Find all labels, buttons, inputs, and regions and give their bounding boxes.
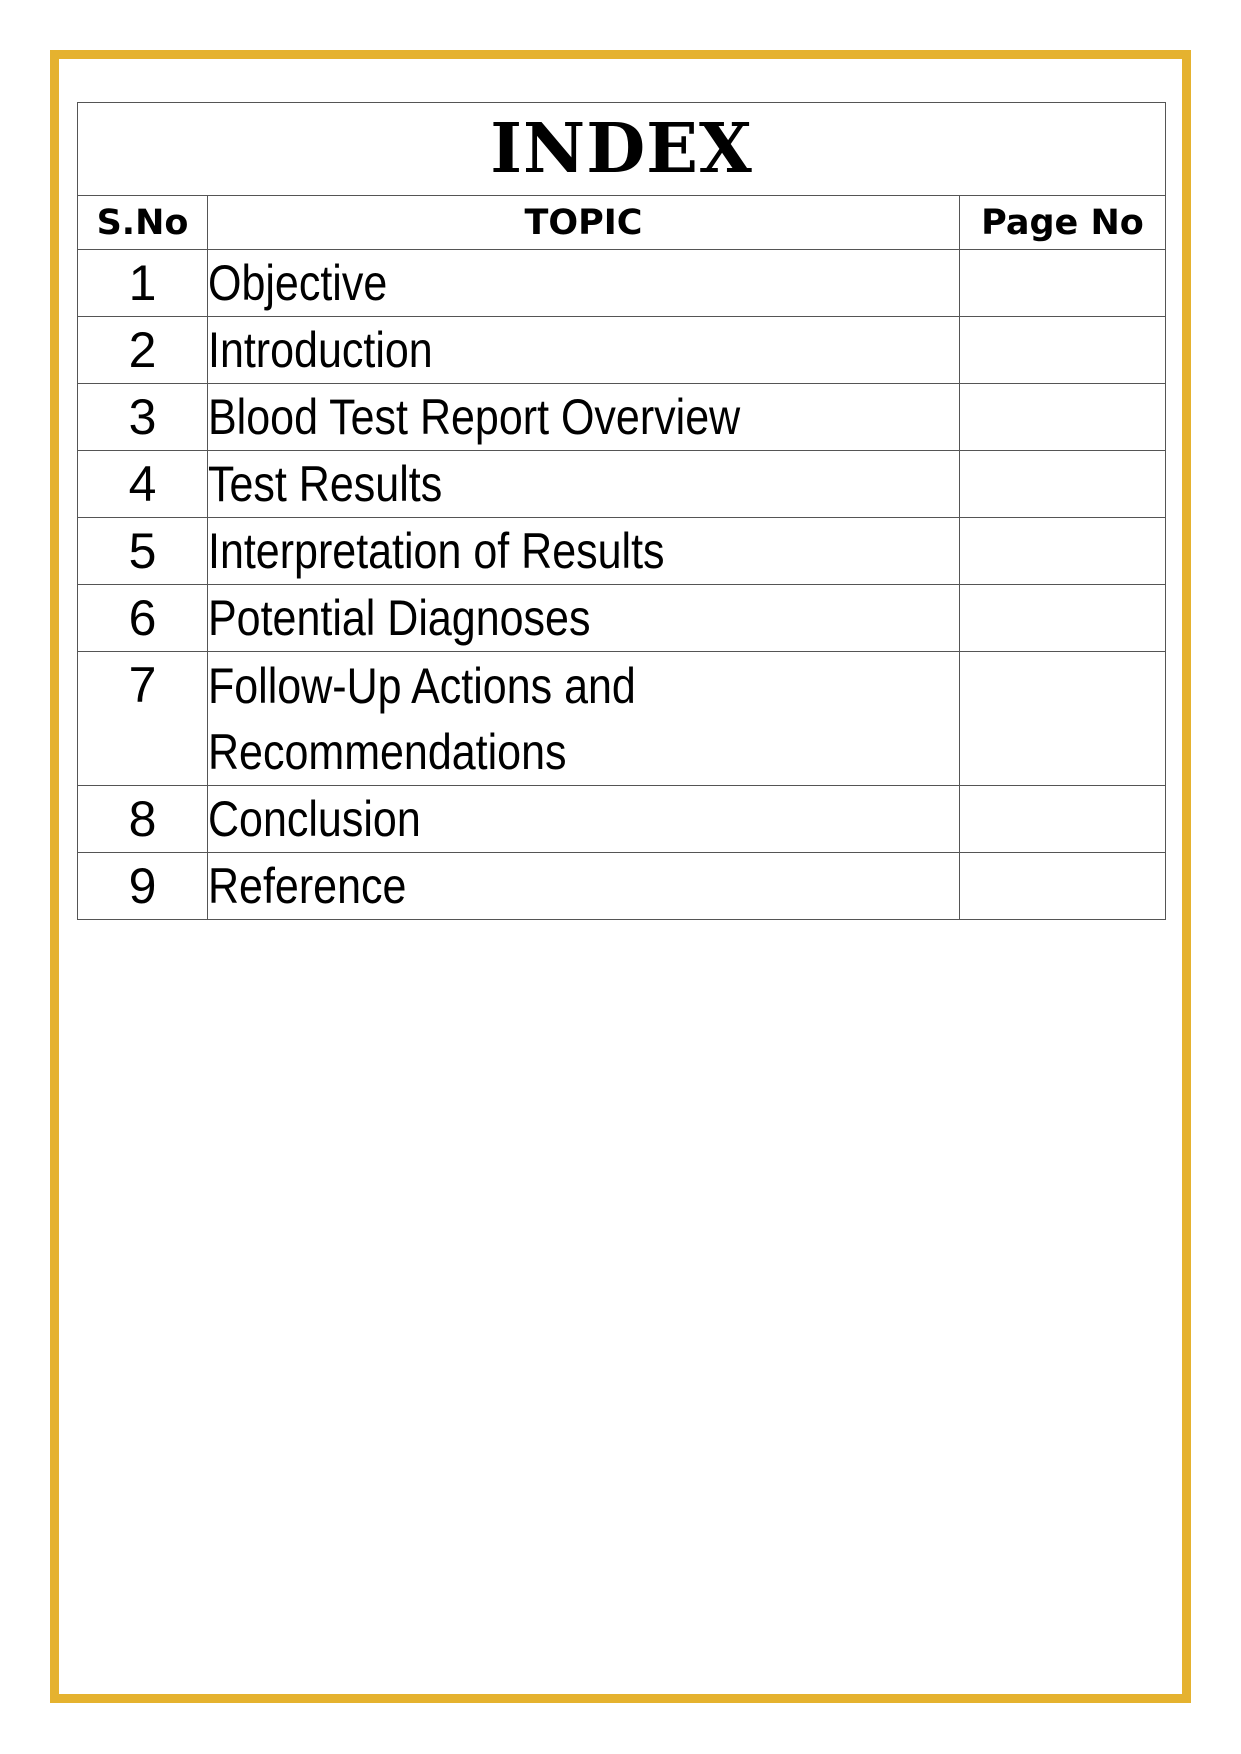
sno-cell: 7 (78, 652, 208, 786)
topic-cell (208, 786, 960, 853)
sno-cell: 3 (78, 384, 208, 451)
topic-cell (208, 518, 960, 585)
topic-cell (208, 853, 960, 920)
page-no-cell (960, 384, 1166, 451)
page-title: INDEX (78, 103, 1166, 196)
table-row (78, 518, 1166, 585)
table-row (78, 451, 1166, 518)
sno-cell: 6 (78, 585, 208, 652)
page-no-cell (960, 585, 1166, 652)
table-row (78, 652, 1166, 786)
sno-cell: 2 (78, 317, 208, 384)
topic-text: Potential Diagnoses (208, 590, 591, 646)
topic-text: Interpretation of Results (208, 523, 665, 579)
page-no-cell (960, 451, 1166, 518)
table-row (78, 317, 1166, 384)
title-row (78, 103, 1166, 196)
topic-text: Reference (208, 858, 407, 914)
page-no-cell (960, 652, 1166, 786)
page-no-cell (960, 317, 1166, 384)
sno-cell: 1 (78, 250, 208, 317)
topic-cell (208, 652, 960, 786)
topic-text: Introduction (208, 322, 433, 378)
topic-cell (208, 585, 960, 652)
topic-text: Test Results (208, 456, 443, 512)
page-no-cell (960, 786, 1166, 853)
topic-cell (208, 384, 960, 451)
header-row (78, 196, 1166, 250)
topic-text: Blood Test Report Overview (208, 389, 741, 445)
topic-cell (208, 250, 960, 317)
column-header-topic: TOPIC (208, 196, 960, 250)
topic-text: Conclusion (208, 791, 421, 847)
column-header-sno: S.No (78, 196, 208, 250)
table-row (78, 585, 1166, 652)
page-no-cell (960, 853, 1166, 920)
sno-cell: 9 (78, 853, 208, 920)
index-table (77, 102, 1166, 920)
sno-cell: 8 (78, 786, 208, 853)
table-row (78, 853, 1166, 920)
topic-text: Follow-Up Actions and Recommendations (208, 657, 636, 780)
table-row (78, 384, 1166, 451)
topic-text: Objective (208, 255, 388, 311)
page-no-cell (960, 250, 1166, 317)
table-row (78, 786, 1166, 853)
column-header-page-no: Page No (960, 196, 1166, 250)
topic-cell (208, 317, 960, 384)
sno-cell: 4 (78, 451, 208, 518)
page-no-cell (960, 518, 1166, 585)
sno-cell: 5 (78, 518, 208, 585)
topic-cell (208, 451, 960, 518)
table-row (78, 250, 1166, 317)
